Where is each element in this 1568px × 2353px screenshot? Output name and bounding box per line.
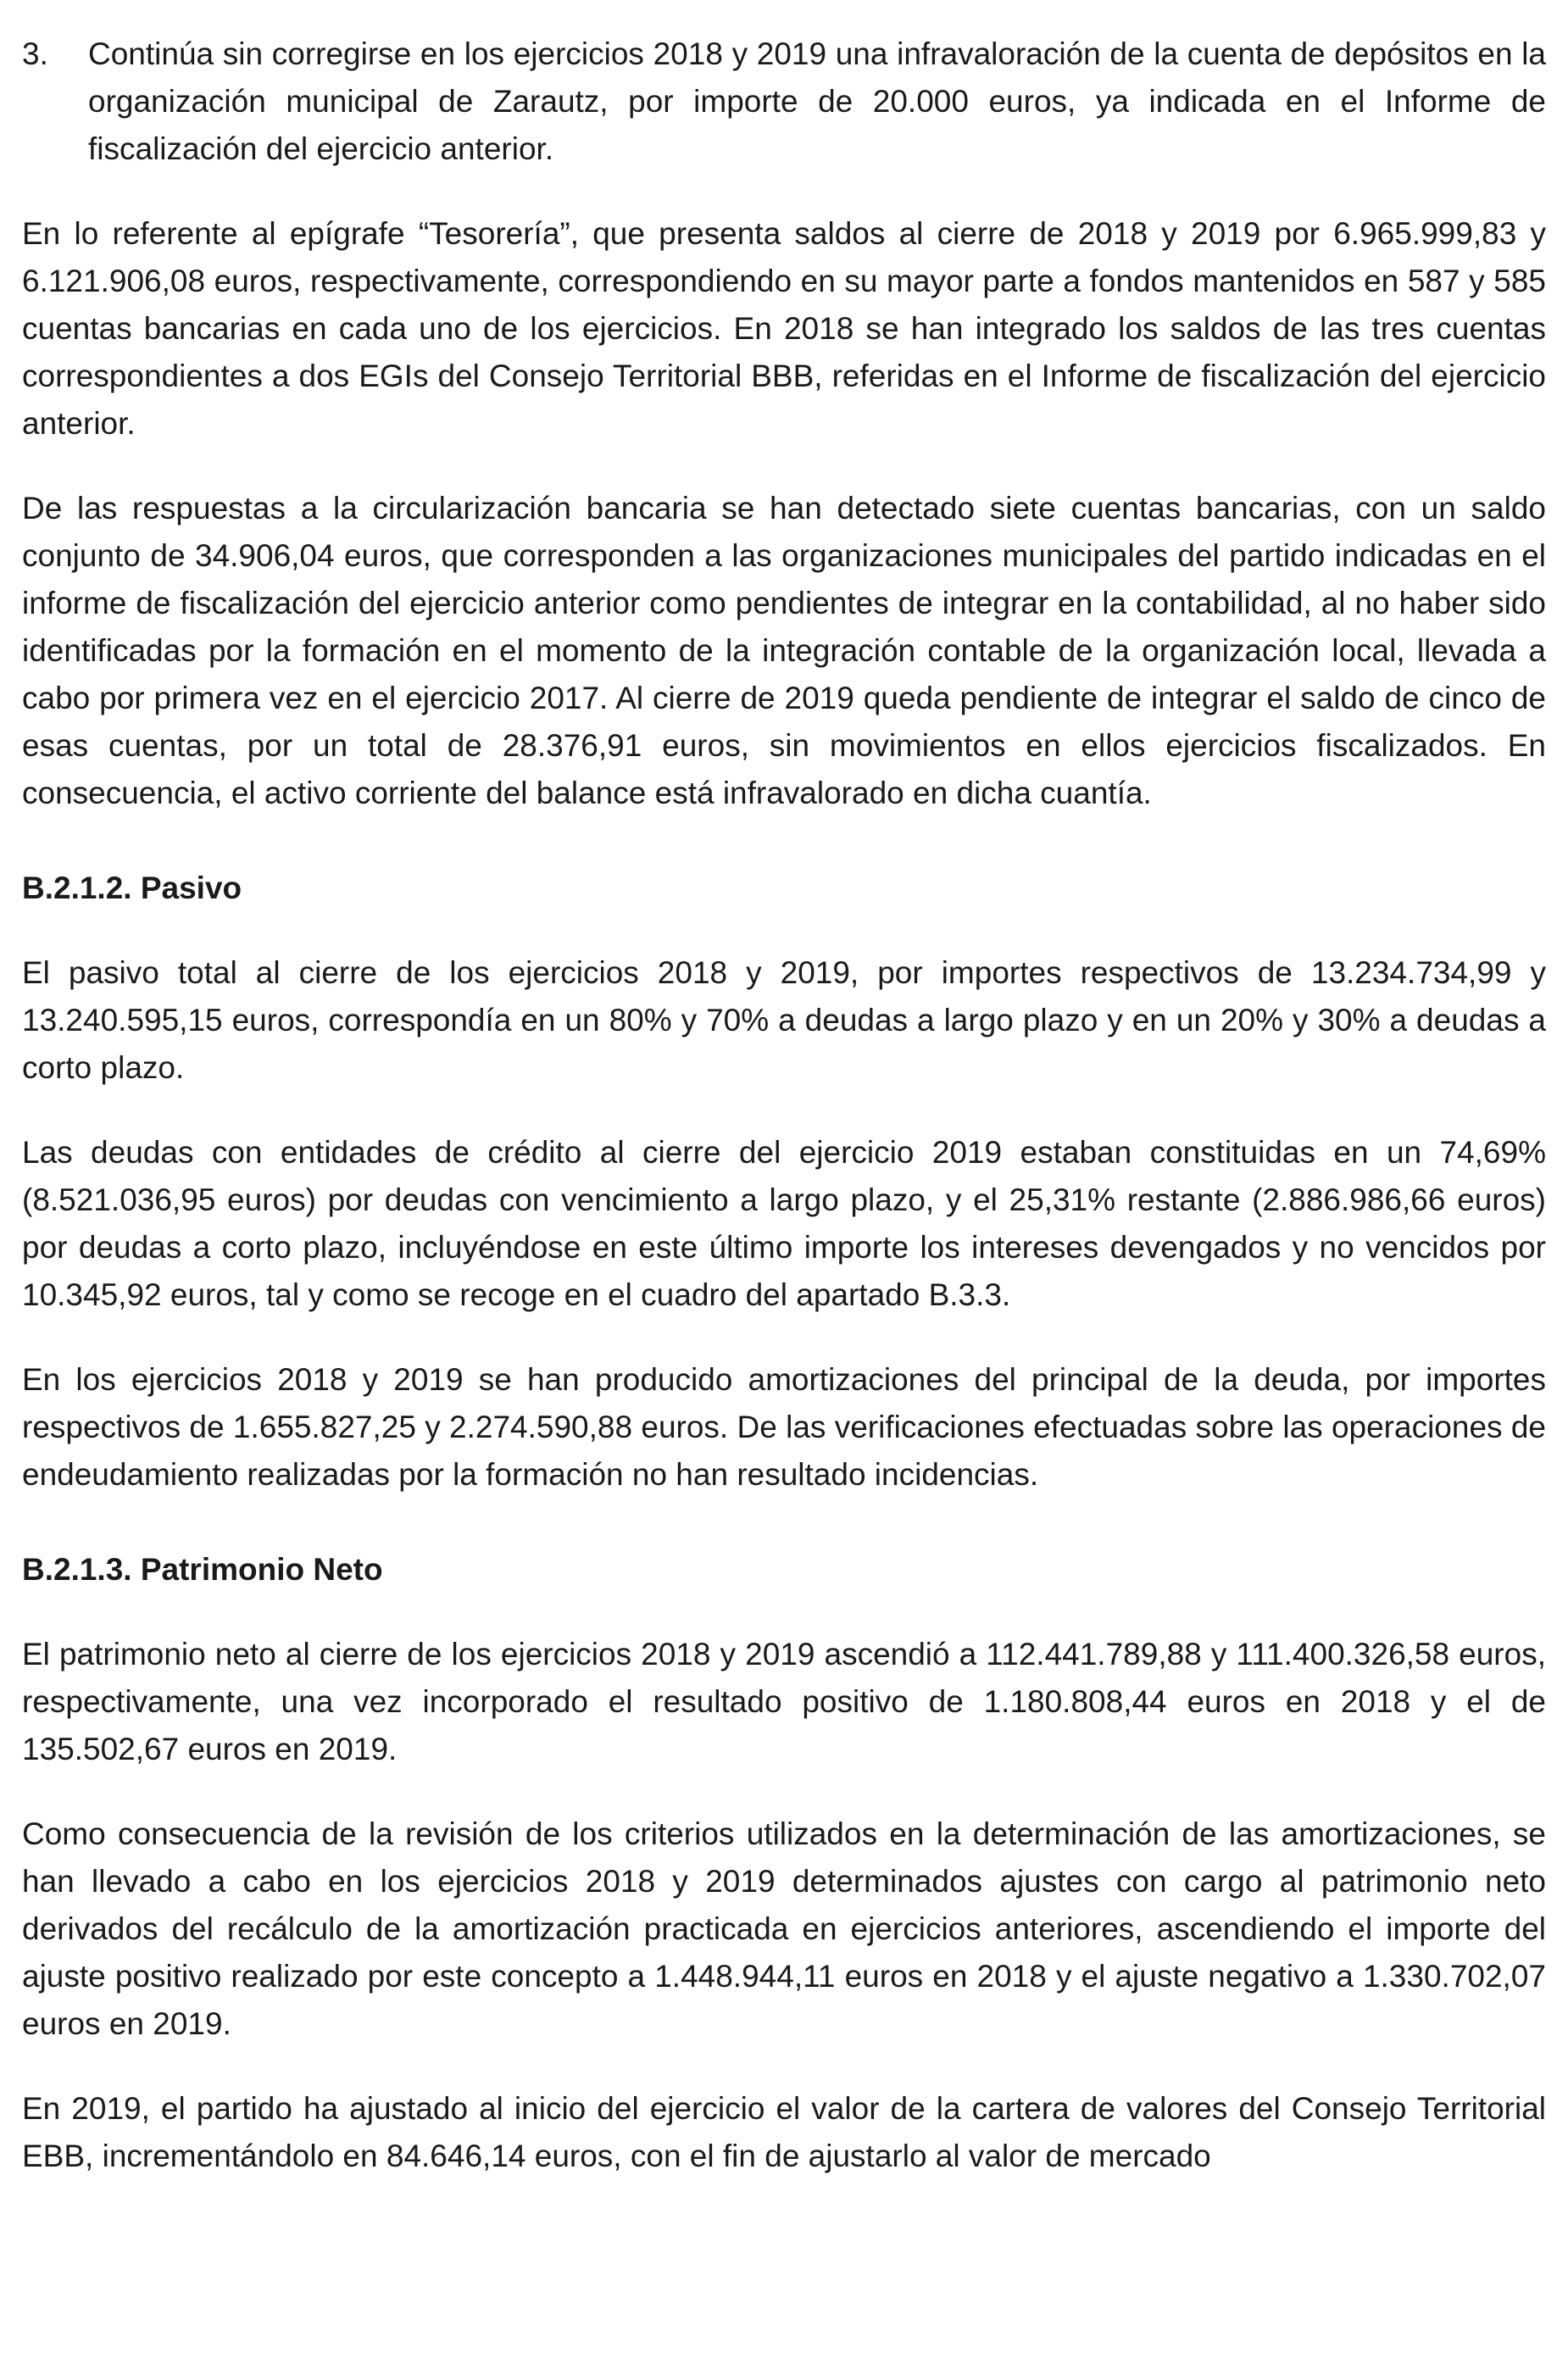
list-item-text: Continúa sin corregirse en los ejercicios 2018 y 2019 una infravaloración de la cuenta de depósitos en la organización municipal de Zarautz, por importe de 20.000 euros, ya indicada en el Informe de fiscalización del ejercicio anterior. — [88, 36, 1546, 166]
section-heading-patrimonio-neto: B.2.1.3. Patrimonio Neto — [22, 1552, 383, 1587]
section-heading-pasivo: B.2.1.2. Pasivo — [22, 871, 242, 905]
paragraph-ajustes-amortizacion: Como consecuencia de la revisión de los criterios utilizados en la determinación de las amortizaciones, se han llevado a cabo en los ejercicios 2018 y 2019 determinados ajustes con cargo al patrimonio neto derivados del recálculo de la amortización practicada en ejercicios anteriores, ascendiendo el importe del ajuste positivo realizado por este concepto a 1.448.944,11 euros en 2018 y el ajuste negativo a 1.330.702,07 euros en 2019. — [22, 1816, 1546, 2041]
paragraph-amortizaciones-deuda: En los ejercicios 2018 y 2019 se han producido amortizaciones del principal de la deuda, por importes respectivos de 1.655.827,25 y 2.274.590,88 euros. De las verificaciones efectuadas sobre las operaciones de endeudamiento realizadas por la formación no han resultado incidencias. — [22, 1362, 1546, 1492]
paragraph-patrimonio-neto: El patrimonio neto al cierre de los ejercicios 2018 y 2019 ascendió a 112.441.789,88 y 111.400.326,58 euros, respectivamente, una vez incorporado el resultado positivo de 1.180.808,44 euros en 2018 y el de 135.502,67 euros en 2019. — [22, 1637, 1546, 1766]
paragraph-cartera-valores: En 2019, el partido ha ajustado al inicio del ejercicio el valor de la cartera de valores del Consejo Territorial EBB, incrementándolo en 84.646,14 euros, con el fin de ajustarlo al valor de mercado — [22, 2091, 1546, 2173]
paragraph-tesoreria: En lo referente al epígrafe “Tesorería”, que presenta saldos al cierre de 2018 y 2019 por 6.965.999,83 y 6.121.906,08 euros, respectivamente, correspondiendo en su mayor parte a fondos mantenidos en 587 y 585 cuentas bancarias en cada uno de los ejercicios. En 2018 se han integrado los saldos de las tres cuentas correspondientes a dos EGIs del Consejo Territorial BBB, referidas en el Informe de fiscalización del ejercicio anterior. — [22, 216, 1546, 441]
list-item-number: 3. — [22, 36, 48, 71]
paragraph-circularizacion-bancaria: De las respuestas a la circularización bancaria se han detectado siete cuentas bancarias, con un saldo conjunto de 34.906,04 euros, que corresponden a las organizaciones municipales del partido indicadas en el informe de fiscalización del ejercicio anterior como pendientes de integrar en la contabilidad, al no haber sido identificadas por la formación en el momento de la integración contable de la organización local, llevada a cabo por primera vez en el ejercicio 2017. Al cierre de 2019 queda pendiente de integrar el saldo de cinco de esas cuentas, por un total de 28.376,91 euros, sin movimientos en ellos ejercicios fiscalizados. En consecuencia, el activo corriente del balance está infravalorado en dicha cuantía. — [22, 491, 1546, 810]
numbered-list-item-3 — [22, 31, 1546, 173]
paragraph-pasivo-total: El pasivo total al cierre de los ejercicios 2018 y 2019, por importes respectivos de 13.234.734,99 y 13.240.595,15 euros, correspondía en un 80% y 70% a deudas a largo plazo y en un 20% y 30% a deudas a corto plazo. — [22, 955, 1546, 1085]
paragraph-deudas-credito: Las deudas con entidades de crédito al cierre del ejercicio 2019 estaban constituidas en un 74,69% (8.521.036,95 euros) por deudas con vencimiento a largo plazo, y el 25,31% restante (2.886.986,66 euros) por deudas a corto plazo, incluyéndose en este último importe los intereses devengados y no vencidos por 10.345,92 euros, tal y como se recoge en el cuadro del apartado B.3.3. — [22, 1135, 1546, 1312]
